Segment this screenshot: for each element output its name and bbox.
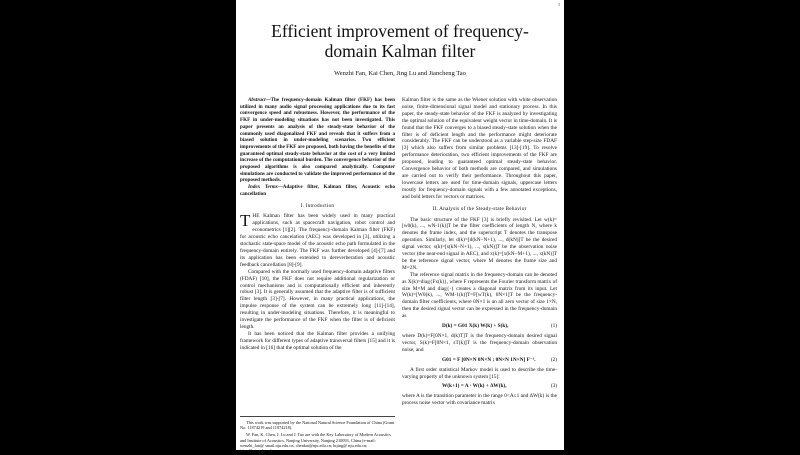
equation-1-body: D(k) = G01 X(k) W(k) + S(k),: [442, 323, 509, 330]
intro-paragraph-3: It has been noticed that the Kalman filter provides a unifying framework for different types of adaptive transversal filters [15] and it is indicated in [16] that the optimal solution of the: [240, 330, 395, 351]
section-heading-analysis: II. Analysis of the Steady-state Behavior: [432, 205, 527, 212]
paper-authors: Wenzhi Fan, Kai Chen, Jing Lu and Jiancheng Tao: [334, 70, 466, 77]
intro-paragraph-2: Compared with the normally used frequency-domain adaptive filters (FDAF) [10], the FKF does not require additional regularization or control mechanisms and is computationally efficient and inherently robust [3]. It is generally assumed that the adaptive filter is of sufficient filter length [3]-[7]. However, in many practical applications, the impulse response of the system can be extremely long [11]-[14], resulting in under-modeling situations. Therefore, it is meaningful to investigate the performance of the FKF when the filter is of deficient length.: [240, 268, 395, 330]
abstract: [240, 97, 395, 184]
intro-paragraph-1: [240, 213, 395, 268]
equation-1: [402, 323, 557, 330]
index-terms-label: Index Terms: [248, 184, 278, 191]
paper-page: [236, 0, 564, 454]
equation-3-number: (3): [550, 383, 557, 390]
right-column: [402, 97, 557, 407]
equation-3-body: W(k+1) = A · W(k) + ΔW(k),: [442, 383, 507, 390]
equation-3: [402, 383, 557, 390]
footnote-funding: This work was supported by the National Natural Science Foundation of China (Grant No. 11874219 and 11874218).: [240, 420, 395, 431]
right-paragraph-3: The reference signal matrix in the frequency-domain can be denoted as X(k)=diag{Fx(k)}, where F represents the Fourier transform matrix of size M×M and diag{·} creates a diagonal matrix from its input. Let W(k)=[W0(k), ..., WM-1(k)]T=F[wT(k), 0N×1]T be the frequency-domain filter coefficients, where 0N×1 is an all zero vector of size 1×N, then the desired signal vector can be expressed in the frequency-domain as: [402, 271, 557, 320]
right-paragraph-6: where A is the transition parameter in the range 0<A≤1 and ΔW(k) is the process noise vector with covariance matrix: [402, 393, 557, 407]
footnote-affiliation: W. Fan, K. Chen, J. Lu and J. Tao are with the Key Laboratory of Modern Acoustics and Institute of Acoustics, Nanjing University, Nanjing 210093, China (e-mail: wenzhi_fan@ smail.nju.edu.cn; chenkai@nju.edu.cn; lujing@ nju.edu.cn; jctao@nju.edu.cn).: [240, 432, 391, 454]
abstract-text: —The frequency-domain Kalman filter (FKF) has been utilized in many audio signal processing applications due to its fast convergence speed and robustness. However, the performance of the FKF in under-modeling situations has not been investigated. This paper presents an analysis of the steady-state behavior of the commonly used diagonalized FKF and reveals that it suffers from a biased solution in under-modeling scenarios. Two efficient improvements of the FKF are proposed, both having the benefits of the guaranteed optimal steady-state behavior at the cost of a very limited increase of the computational burden. The convergence behavior of the proposed algorithms is also compared analytically. Computer simulations are conducted to validate the improved performance of the proposed methods.: [240, 97, 395, 184]
paper-title: Efficient improvement of frequency-domain Kalman filter: [271, 21, 529, 61]
right-paragraph-5: A first order statistical Markov model is used to describe the time-varying property of the unknown system [15]:: [402, 366, 557, 380]
equation-2: [402, 357, 557, 364]
index-terms-text: —Adaptive filter, Kalman filter, Acoustic echo cancellation: [240, 184, 395, 197]
abstract-label: Abstract: [248, 97, 266, 103]
section-heading-introduction: I. Introduction: [300, 202, 335, 209]
right-paragraph-2: The basic structure of the FKF [3] is briefly revisited. Let w(k)=[w0(k), ..., wN-1(k)]T be the filter coefficients of length N, where k denotes the frame index, and the superscript T denotes the transpose operation. Similarly, let d(k)=[d(kN−N+1), ..., d(kN)]T be the desired signal vector, s(k)=[s(kN−N+1), ..., s(kN)]T be the observation noise vector (the near-end signal in AEC), and x(k)=[x(kN−M+1), ..., x(kN)]T be the reference signal vector, where M denotes the frame size and M=2N.: [402, 216, 557, 271]
index-terms: [240, 184, 395, 197]
page-number: 1: [558, 2, 560, 7]
intro-paragraph-1-text: HE Kalman filter has been widely used in many practical applications, such as spacecraft navigation, robot control and econometrics [1][2]. The frequency-domain Kalman filter (FKF) for acoustic echo cancelation (AEC) was developed in [3], utilizing a stochastic state-space model of the acoustic echo path formulated in the frequency-domain entirely. The FKF was further developed [4]-[7] and its application has been extended to dereverberation and acoustic feedback cancellation [8]-[9].: [240, 213, 395, 268]
equation-1-number: (1): [550, 323, 557, 330]
left-column: [240, 97, 395, 352]
equation-2-number: (2): [550, 356, 557, 363]
equation-2-body: G01 = F [0N×N 0N×N ; 0N×N 1N×N] F⁻¹.: [442, 356, 536, 363]
drop-cap: T: [240, 211, 251, 231]
footnote: [240, 416, 395, 455]
right-paragraph-1: Kalman filter is the same as the Wiener solution with white observation noise, finite-dimensional signal model and stationary process. In this paper, the steady-state behavior of the FKF is analyzed by investigating the optimal solution of the equivalent weight vector in time-domain. It is found that the FKF converges to a biased steady-state solution when the filter is of deficient length and the performance might deteriorate considerably. The FKF can be understood as a variable step-size FDAF [3] which also suffers from similar problems [13]-[19]. To resolve performance deterioration, two efficient improvements of the FKF are proposed, leading to guaranteed optimal steady-state behavior. Convergence behavior of both methods are compared, and simulations are carried out to verify their performance. Throughout this paper, lowercase letters are used for time-domain signals, uppercase letters mostly for frequency-domain signals with a few annotated exceptions, and bold letters for vectors or matrices.: [402, 97, 557, 200]
right-paragraph-4: where D(k)=F[0N×1, d(k)T]T is the frequency-domain desired signal vector, S(k)=F[0N×1, sT(k)]T is the frequency-domain observation noise, and: [402, 333, 557, 353]
